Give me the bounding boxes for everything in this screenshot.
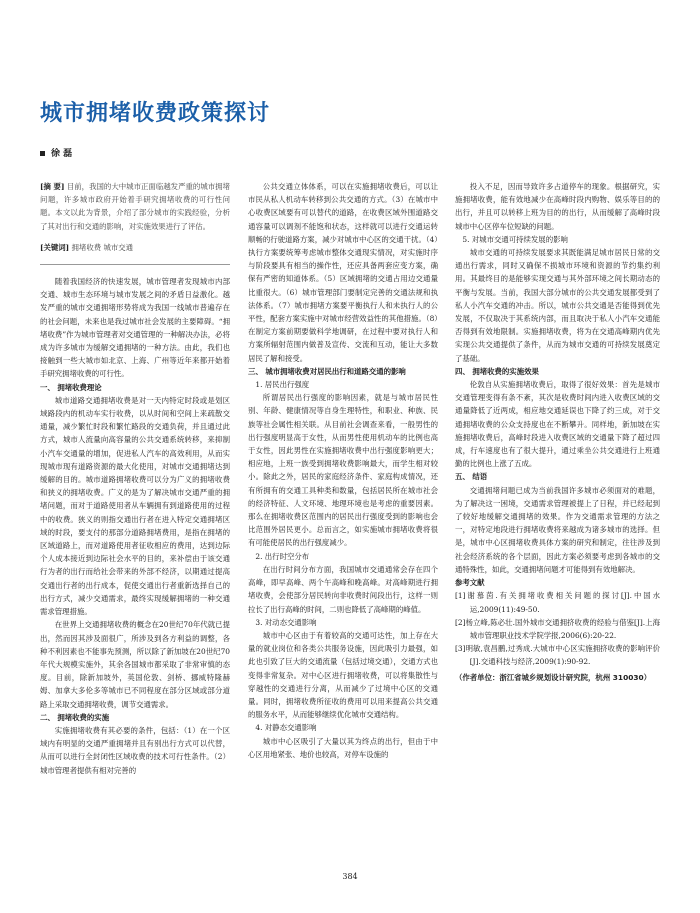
reference-item: [2]杨立峰,陈必壮.国外城市交通拥挤收费的经验与借鉴[J].上海城市管理职业技术学院学报,2006(6):20-22. xyxy=(455,617,660,640)
paragraph: 在出行时间分布方面，我国城市交通通常会存在四个高峰，即早高峰、两个午高峰和晚高峰。对高峰期进行拥堵收费，会使部分居民转向非收费时间段出行，这样一则拉长了出行高峰的时间，二则也降低了高峰期的峰值。 xyxy=(248,564,438,614)
paragraph: 城市中心区吸引了大量以其为终点的出行，但由于中心区用地紧张、地价也较高，对停车设施的 xyxy=(248,736,438,759)
paragraph: 投入不足，因而导致许多占道停车的现象。根据研究，实施拥堵收费，能有效地减少在高峰时段内购物、娱乐等目的的出行，并且可以转移上班为目的的出行，从而缓解了高峰时段城市中心区停车位短缺的问题。 xyxy=(455,182,660,231)
column-1 xyxy=(40,180,230,777)
author-affiliation: （作者单位：浙江省城乡规划设计研究院，杭州 310030） xyxy=(455,672,652,682)
section-heading-4: 四、 拥堵收费的实施效果 xyxy=(455,366,539,376)
paragraph: 伦敦自从实施拥堵收费后，取得了很好效果：首先是城市交通管理变得有条不紊，其次是收费时间内进入收费区域的交通量降低了近两成，相应地交通延误也下降了约三成，对于交通拥堵收费的公众支持度也在不断攀升。同样地，新加坡在实施拥堵收费后，高峰时段进入收费区域的交通量下降了超过四成，行车速度也有了很大提升，通过乘坐公共交通进行上班通勤的比例也上涨了五成。 xyxy=(455,380,660,469)
paragraph: 实施拥堵收费有其必要的条件，包括：（1）在一个区域内有明显的交通严重拥堵并且有别出行方式可以代替，从而可以进行全封闭性区域收费的技术可行性条件。（2）城市管理者提供有相对完善的 xyxy=(40,725,230,775)
keywords-text: 拥堵收费 城市交通 xyxy=(71,242,134,252)
paragraph: 城市道路交通拥堵收费是对一天内特定时段或是划区域路段内的机动车实行收费，以从时间和空间上来疏散交通量，减少繁忙时段和繁忙路段的交通负荷，并且通过此方式，城市人流量向高容量的公共交通系统转移，来抑制小汽车交通量的增加，促进私人汽车的高效利用，从而实现城市现有道路资源的最大化使用，对城市交通拥堵达到缓解的目的。城市道路拥堵收费可以分为广义的拥堵收费和狭义的拥堵收费。广义的是为了解决城市交通严重的拥堵问题，而对于道路使用者从车辆拥有到道路使用的过程中的收费。狭义的则指交通出行者在进入特定交通拥堵区域的时段，要支付的那部分道路拥堵费用，是指在拥堵的区域道路上，而对道路使用者征收相应的费用，达到边际个人成本接近到边际社会水平的目的，来补偿由于该交通行为者的出行而给社会带来的外部不经济，以期通过提高交通出行者的出行成本，促使交通出行者重新选择自己的出行方式，减少交通需求，最终实现缓解拥堵的一种交通需求管理措施。 xyxy=(40,395,230,617)
paragraph: 在世界上交通拥堵收费的概念在20世纪70年代就已提出，然而因其涉及面很广，所涉及到各方利益的调整，各种不利因素也不能事先预测，所以除了新加坡在20世纪70年代大规模实施外，其余各国城市都采取了非常审慎的态度。目前，除新加坡外，英国伦敦、剑桥、挪威特隆赫姆、加拿大多伦多等城市已不同程度在部分区域或部分道路上采取交通拥堵收费，调节交通需求。 xyxy=(40,620,230,709)
paragraph: 公共交通立体体系，可以在实施拥堵收费后，可以让市民从私人机动车转移到公共交通的方式。（3）在城市中心收费区域要有可以替代的道路，在收费区域外围道路交通容量可以调剂不能饱和状态，这样就可以进行交通运转顺畅的行驶道路方案，减少对城市中心区的交通干扰。（4）执行方案要统筹考虑城市整体交通现实情况，对实施时序与阶段要具有相当的操作性，还应具备两套应变方案，确保有严密的知道体系。（5）区域拥堵的交通占用边交通量比重很大。（6）城市管理部门要制定完善的交通法规和执法体系。（7）城市拥堵方案要平衡执行人和未执行人的公平性，配套方案实施中对城市经营效益性的其他措施。（8）在制定方案前期要做科学地调研，在过程中要对执行人和方案所辐射范围内做普及宣传、交流和互动，能让大多数居民了解和接受。 xyxy=(248,182,438,363)
column-3 xyxy=(455,180,660,684)
intro-paragraph: 随着我国经济的快速发展，城市管理者发现城市内部交通、城市生态环境与城市发展之间的矛盾日益激化。越发严重的城市交通拥堵形势将成为我国一线城市普遍存在的社会问题，未来也是我过城市社会发展的主要障碍。“拥堵收费”作为城市管理者对交通管理的一种解决办法，必将成为许多城市为缓解交通拥堵的一种方法。由此，我们也接触到一些大城市如北京、上海、广州等近年来都开始着手研究拥堵收费的可行性。 xyxy=(40,277,230,379)
reference-item: [3]明敏,袁昌鹏,过秀成.大城市中心区实施拥挤收费的影响评价[J].交通科技与经济,2009(1):90-92. xyxy=(455,644,660,667)
subheading: 1. 居民出行强度 xyxy=(255,380,310,390)
subheading: 4. 对静态交通影响 xyxy=(255,723,317,733)
column-2 xyxy=(248,180,438,761)
keywords xyxy=(40,241,230,254)
section-heading-5: 五、 结语 xyxy=(455,472,488,482)
abstract-text: 目前，我国的大中城市正面临越发严重的城市拥堵问题，许多城市政府开始着手研究拥堵收费的可行性问题。本文以此为背景，介绍了部分城市的实践经验，分析了其对出行和交通的影响，对实施效果进行了评估。 xyxy=(40,182,230,231)
paragraph: 所谓居民出行强度的影响因素，就是与城市居民性别、年龄、健康情况等自身生理特性，和职业、种族、民族等社会属性相关联。从目前社会调查来看，一般男性的出行强度明显高于女性，从而男性使用机动车的比例也高于女性，因此男性在实施拥堵收费中出行强度影响更大；相应地，上班一族受到拥堵收费影响最大，而学生相对较小。除此之外，居民的家庭经济条件、家庭构成情况，还有所拥有的交通工具种类和数量，包括居民所在城市社会的经济特征、人文环境、地理环境也是考虑的重要因素。那么在拥堵收费区范围内的居民出行强度受到的影响也会比范围外居民更小。总而言之，如实施城市拥堵收费将很有可能使居民的出行强度减少。 xyxy=(248,393,438,548)
abstract xyxy=(40,180,230,233)
paragraph: 城市中心区由于有着较高的交通可达性，加上存在大量的就业岗位和各类公共服务设施，因此吸引力最强，如此也引致了巨大的交通流量（包括过境交通），交通方式也变得非常复杂。对中心区进行拥堵收费，可以将集散性与穿越性的交通进行分离，从而减少了过境中心区的交通量。同时，拥堵收费所征收的费用可以用来提高公共交通的服务水平，从而能够继续优化城市交通结构。 xyxy=(248,630,438,720)
subheading: 5. 对城市交通可持续发展的影响 xyxy=(462,234,568,244)
divider xyxy=(40,264,230,265)
keywords-label: [关键词] xyxy=(40,242,70,252)
bullet-square-icon xyxy=(40,151,45,156)
page-number: 384 xyxy=(342,872,358,881)
subheading: 2. 出行时空分布 xyxy=(255,551,310,561)
references-title: 参考文献 xyxy=(455,578,485,588)
section-heading-2: 二、 拥堵收费的实施 xyxy=(40,712,110,722)
author-line xyxy=(40,146,72,159)
section-heading-1: 一、 拥堵收费理论 xyxy=(40,382,102,392)
paragraph: 交通拥堵问题已成为当前我国许多城市必须面对的难题，为了解决这一困境，交通需求管理被提上了日程，并已经起到了较好地缓解交通拥堵的效果。作为交通需求管理的方法之一，对特定地段进行拥堵收费将来越成为诸多城市的选择。但是，城市中心区拥堵收费具体方案的研究和制定，往往涉及到社会经济系统的各个层面，因此方案必须要考虑到各城市的交通特殊性，如此，交通拥堵问题才可能得到有效地解决。 xyxy=(455,485,660,574)
author-name: 徐 磊 xyxy=(51,149,73,159)
article-title: 城市拥堵收费政策探讨 xyxy=(40,101,271,126)
section-heading-3: 三、 城市拥堵收费对居民出行和道路交通的影响 xyxy=(248,366,406,376)
subheading: 3. 对动态交通影响 xyxy=(255,617,317,627)
paragraph: 城市交通的可持续发展要求其既能满足城市居民日常的交通出行需求，同时又确保不损城市环境和资源的节约集约利用。其最终目的是能够实现交通与其外部环境之间长期动态的平衡与发展。当前，我国大部分城市的公共交通发展都受到了私人小汽车交通的冲击。所以，城市公共交通是否能得到优先发展，不仅取决于其系统内部，而且取决于私人小汽车交通能否得到有效地限制。实施拥堵收费，将为在交通高峰期内优先实现公共交通提供了条件，从而为城市交通的可持续发展奠定了基础。 xyxy=(455,248,660,363)
reference-item: [1]谢慕茵.有关拥堵收费相关问题的探讨[J].中国水运,2009(11):49-50. xyxy=(455,591,660,614)
abstract-label: [摘 要] xyxy=(40,182,65,191)
